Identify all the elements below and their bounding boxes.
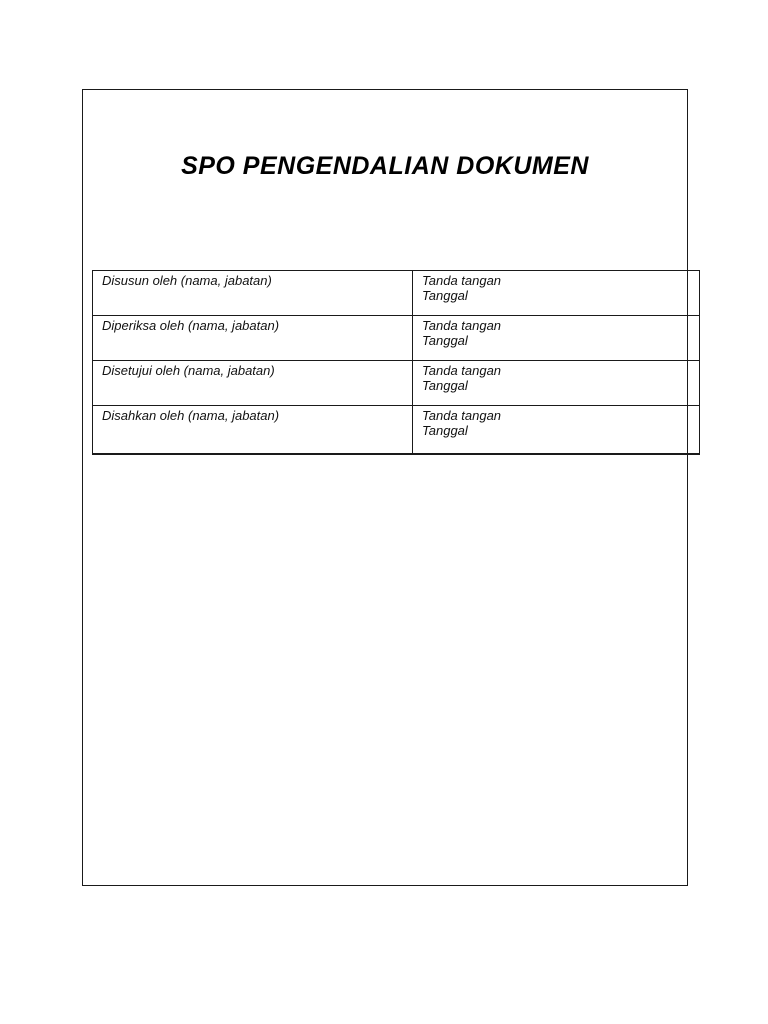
role-cell: Diperiksa oleh (nama, jabatan) — [93, 316, 413, 361]
signature-label: Tanda tangan — [422, 408, 502, 423]
signature-label: Tanda tangan — [422, 273, 502, 288]
signature-label: Tanda tangan — [422, 318, 502, 333]
role-cell: Disahkan oleh (nama, jabatan) — [93, 406, 413, 455]
role-cell: Disetujui oleh (nama, jabatan) — [93, 361, 413, 406]
signature-cell — [413, 316, 700, 361]
table-row — [93, 361, 700, 406]
signature-label: Tanda tangan — [422, 363, 502, 378]
approval-table — [92, 270, 700, 455]
signature-cell — [413, 406, 700, 455]
date-label: Tanggal — [422, 423, 468, 438]
table-row — [93, 271, 700, 316]
date-label: Tanggal — [422, 288, 468, 303]
date-label: Tanggal — [422, 378, 468, 393]
document-page — [82, 89, 688, 886]
role-cell: Disusun oleh (nama, jabatan) — [93, 271, 413, 316]
document-title: SPO PENGENDALIAN DOKUMEN — [181, 152, 589, 180]
table-row — [93, 406, 700, 455]
date-label: Tanggal — [422, 333, 468, 348]
signature-cell — [413, 361, 700, 406]
table-row — [93, 316, 700, 361]
signature-cell — [413, 271, 700, 316]
